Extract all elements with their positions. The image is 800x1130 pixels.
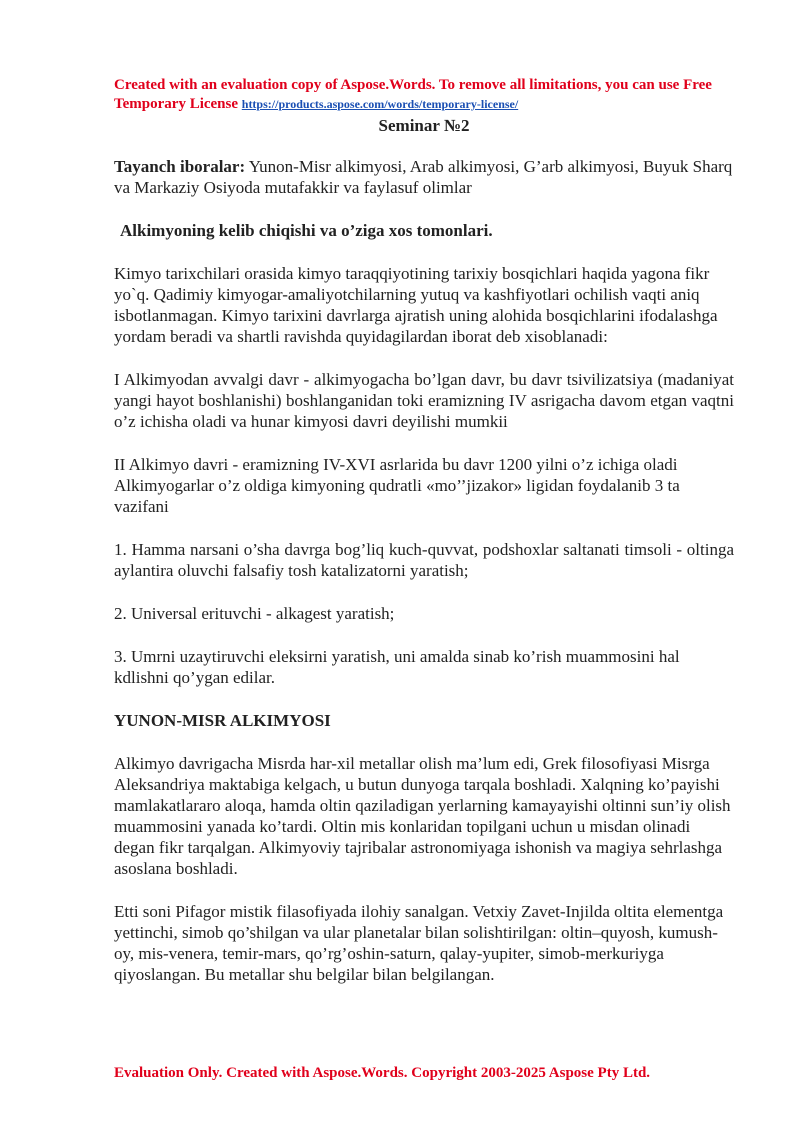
paragraph-intro: Kimyo tarixchilari orasida kimyo taraqqiyotining tarixiy bosqichlari haqida yagona fikr yo`q. Qadimiy kimyogar-amaliyotchilarning yutuq va kashfiyotlari ochilish vaqti aniq isbotlanmagan. Kimyo tarixini davrlarga ajratish uning alohida bosqichlarini ifodalashga yordam beradi va shartli ravishda quyidagilardan iborat deb xisoblanadi: xyxy=(114,264,718,346)
paragraph-task-1: 1. Hamma narsani o’sha davrga bog’liq kuch-quvvat, podshoxlar saltanati timsoli - oltinga aylantira oluvchi falsafiy tosh katalizatorni yaratish; xyxy=(114,540,734,580)
paragraph-period-1: I Alkimyodan avvalgi davr - alkimyogacha bo’lgan davr, bu davr tsivilizatsiya (madaniyat yangi hayot boshlanishi) boshlanganidan toki eramizning IV asrigacha davom etgan vaqtni o’z ichisha oladi va hunar kimyosi davri deyilishi mumkii xyxy=(114,370,734,431)
evaluation-banner-text: Created with an evaluation copy of Aspose.Words. To remove all limitations, you can use Free Temporary License xyxy=(114,77,712,112)
evaluation-banner xyxy=(114,76,734,114)
evaluation-footer: Evaluation Only. Created with Aspose.Words. Copyright 2003-2025 Aspose Pty Ltd. xyxy=(114,1065,651,1081)
paragraph-seven: Etti soni Pifagor mistik filasofiyada ilohiy sanalgan. Vetxiy Zavet-Injilda oltita elementga yettinchi, simob qo’shilgan va ular planetalar bilan solishtirilgan: oltin–quyosh, kumush-oy, mis-venera, temir-mars, qo’rg’oshin-saturn, qalay-yupiter, simob-merkuriyga qiyoslangan. Bu metallar shu belgilar bilan belgilangan. xyxy=(114,902,724,984)
section-heading-origins: Alkimyoning kelib chiqishi va o’ziga xos tomonlari. xyxy=(120,221,493,240)
paragraph-task-3: 3. Umrni uzaytiruvchi eleksirni yaratish, uni amalda sinab ko’rish muammosini hal kdlishni qo’ygan edilar. xyxy=(114,647,680,687)
document-page xyxy=(114,76,734,1007)
temporary-license-link[interactable]: https://products.aspose.com/words/temporary-license/ xyxy=(241,97,519,111)
keywords-paragraph xyxy=(114,156,734,198)
section-heading-greco-egyptian: YUNON-MISR ALKIMYOSI xyxy=(114,711,331,730)
page-title: Seminar №2 xyxy=(378,116,470,135)
paragraph-period-2: II Alkimyo davri - eramizning IV-XVI asrlarida bu davr 1200 yilni o’z ichiga oladi Alkimyogarlar o’z oldiga kimyoning qudratli «mo’’jizakor» ligidan foydalanib 3 ta vazifani xyxy=(114,455,680,516)
paragraph-egypt: Alkimyo davrigacha Misrda har-xil metallar olish ma’lum edi, Grek filosofiyasi Misrga Aleksandriya maktabiga kelgach, u butun dunyoga tarqala boshladi. Xalqning ko’payishi mamlakatlararo aloqa, hamda oltin qaziladigan yerlarning kamayayishi oltinni sun’iy olish muammosini yanada ko’tardi. Oltin mis konlaridan topilgani uchun u misdan olinadi degan fikr tarqalgan. Alkimyoviy tajribalar astronomiyaga ishonish va magiya sehrlashga asoslana boshladi. xyxy=(114,754,731,878)
paragraph-task-2: 2. Universal erituvchi - alkagest yaratish; xyxy=(114,604,395,623)
keywords-label: Tayanch iboralar: xyxy=(114,157,246,176)
keywords-text: Yunon-Misr alkimyosi, Arab alkimyosi, G’arb alkimyosi, Buyuk Sharq va Markaziy Osiyoda mutafakkir va faylasuf olimlar xyxy=(114,157,733,197)
